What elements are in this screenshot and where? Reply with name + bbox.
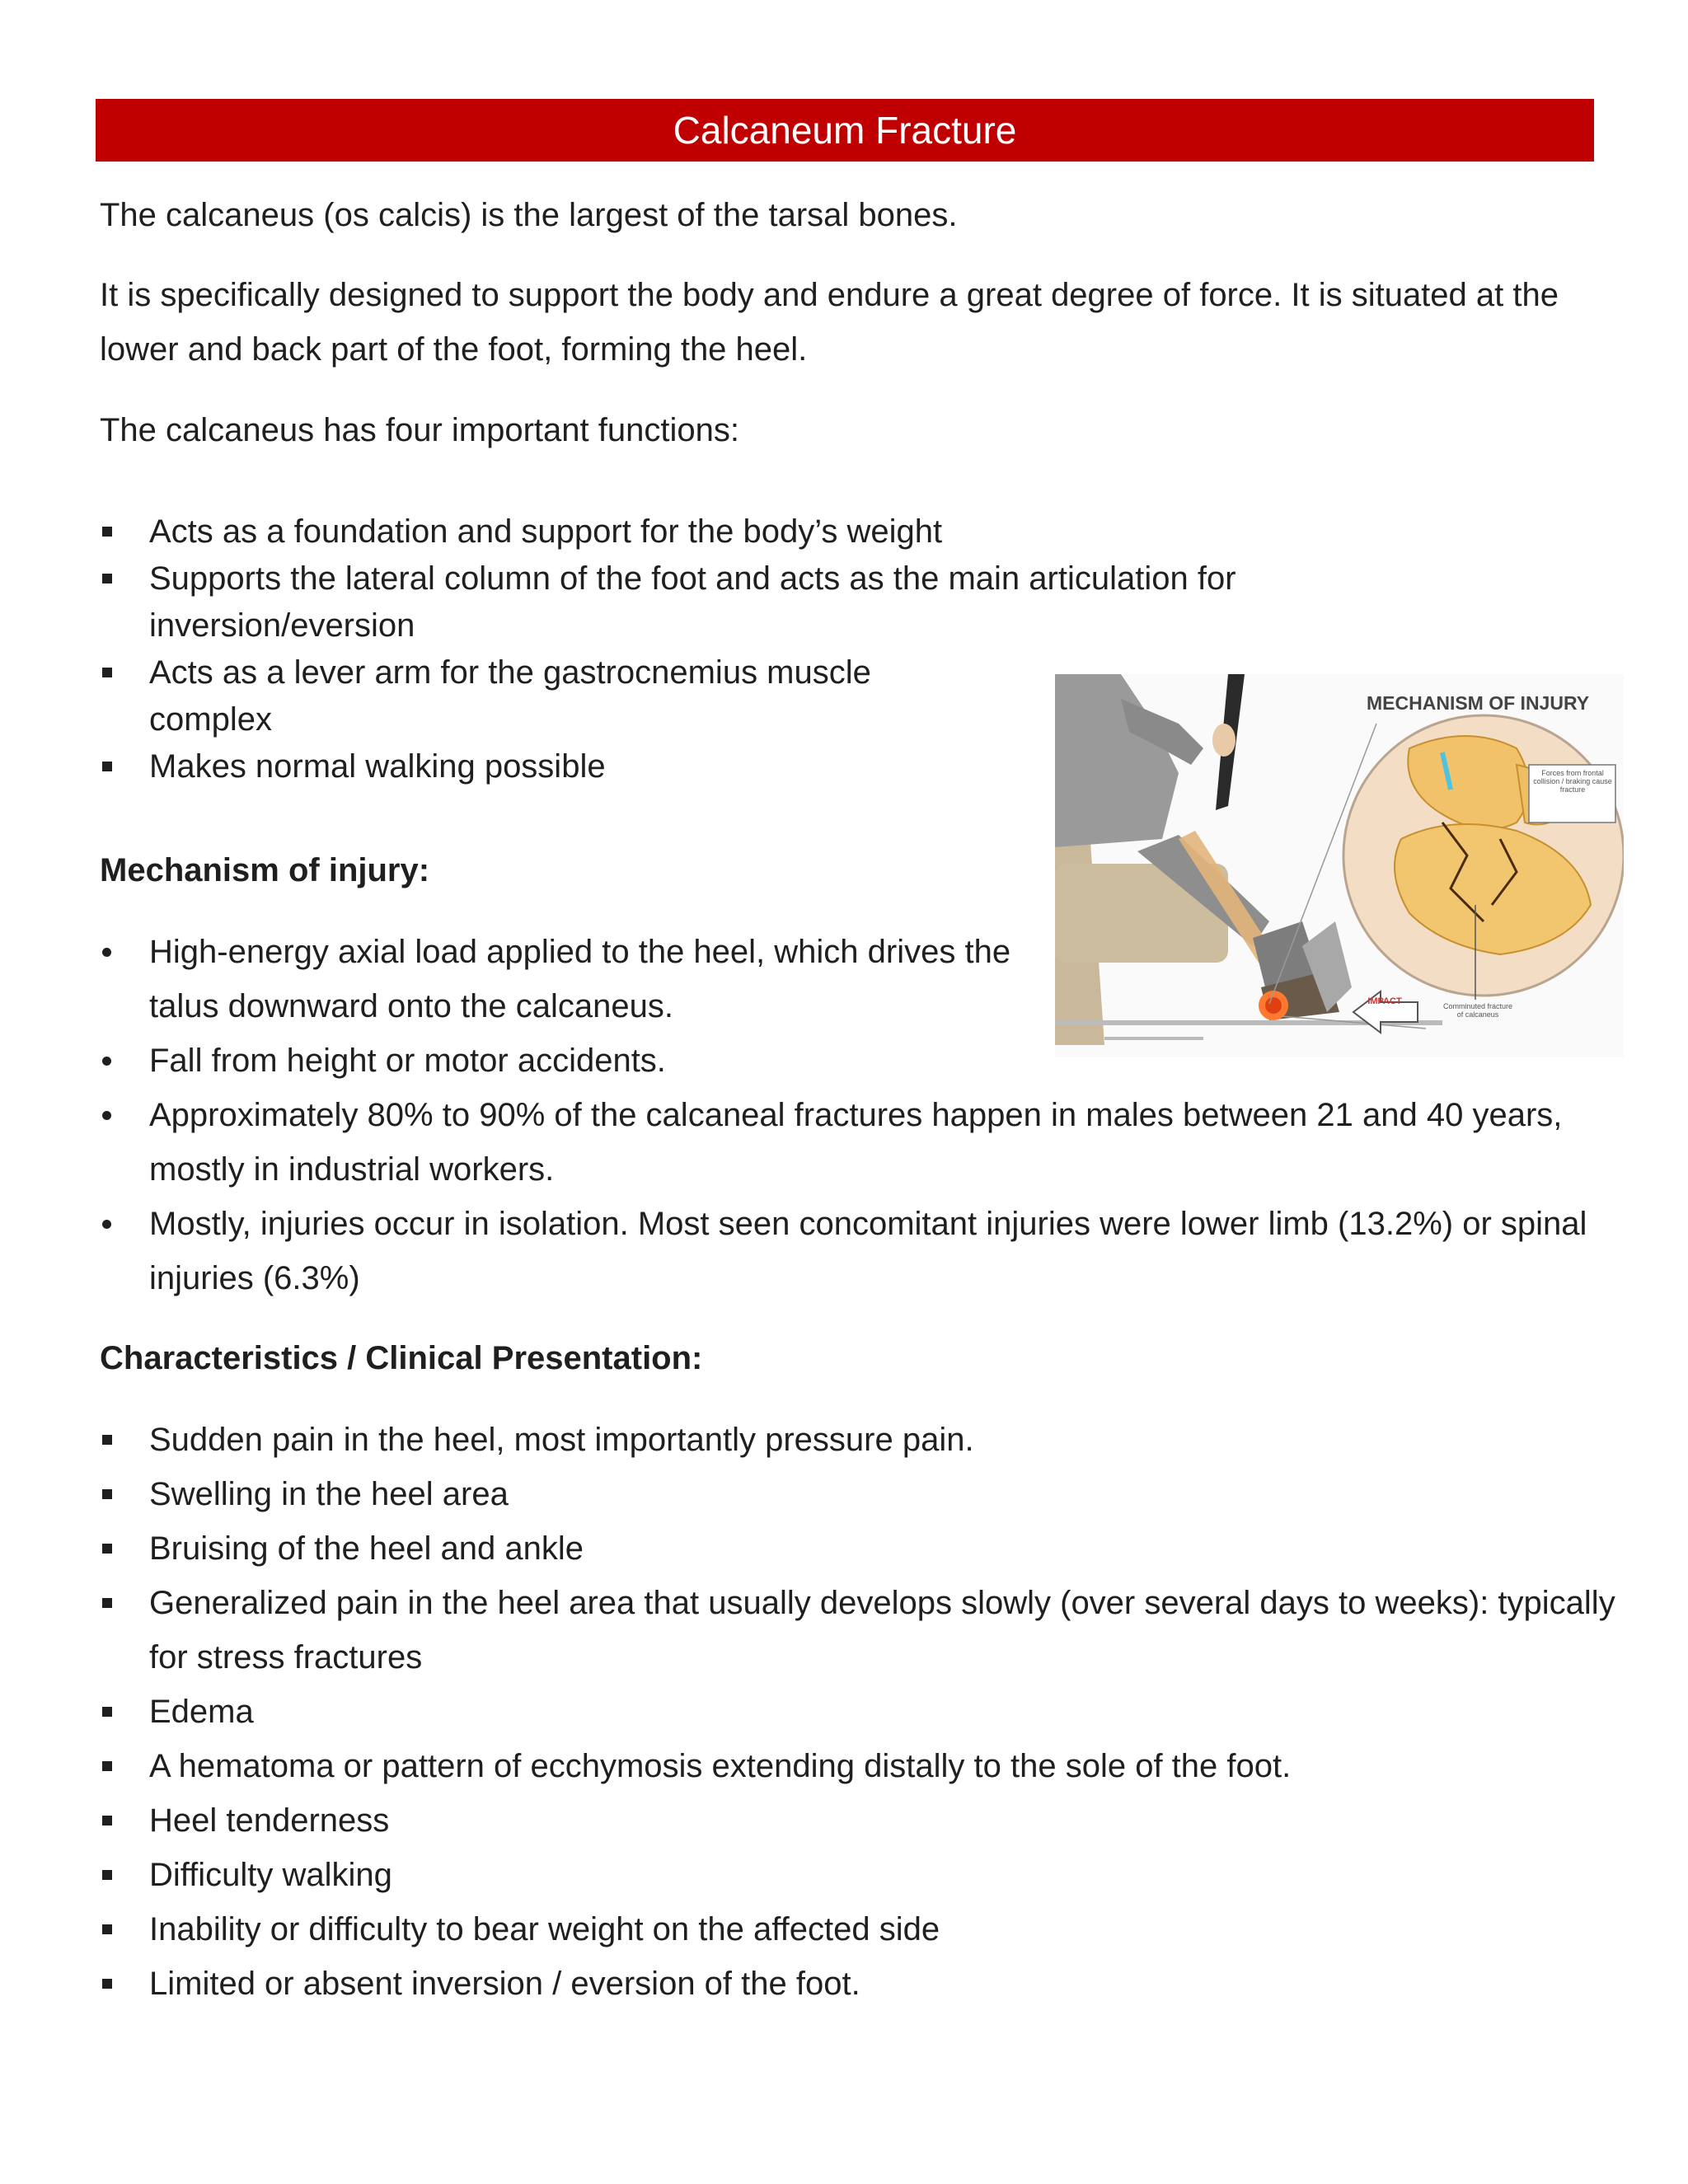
forces-label: Forces from frontal collision / braking cause fracture: [1533, 769, 1612, 794]
list-item: Fall from height or motor accidents.: [0, 1033, 1633, 1088]
mechanism-heading: Mechanism of injury:: [100, 852, 430, 888]
list-item: Difficulty walking: [0, 1848, 1625, 1902]
list-item: Makes normal walking possible: [0, 743, 940, 790]
comminuted-fracture-label: Comminuted fracture of calcaneus: [1442, 1002, 1513, 1019]
list-item: Limited or absent inversion / eversion of the foot.: [0, 1957, 1625, 2011]
list-item: Generalized pain in the heel area that usually develops slowly (over several days to weeks): typically for stress fractures: [0, 1576, 1625, 1685]
intro-paragraph-2: It is specifically designed to support the body and endure a great degree of force. It is situated at the lower and back part of the foot, forming the heel.: [100, 277, 1559, 368]
list-item: Bruising of the heel and ankle: [0, 1521, 1625, 1576]
intro-paragraph-3: The calcaneus has four important functions:: [100, 412, 739, 448]
list-item: Swelling in the heel area: [0, 1467, 1625, 1521]
figure-title: MECHANISM OF INJURY: [1367, 692, 1590, 714]
clinical-heading: Characteristics / Clinical Presentation:: [100, 1340, 703, 1376]
list-item: Mostly, injuries occur in isolation. Most seen concomitant injuries were lower limb (13.2%) or spinal injuries (6.3%): [0, 1197, 1616, 1305]
list-item: High-energy axial load applied to the heel, which drives the talus downward onto the calcaneus.: [0, 925, 1031, 1033]
list-item: Acts as a lever arm for the gastrocnemius muscle complex: [0, 649, 940, 743]
list-item: Sudden pain in the heel, most importantly pressure pain.: [0, 1413, 1625, 1467]
page-title: Calcaneum Fracture: [673, 109, 1017, 152]
list-item: A hematoma or pattern of ecchymosis extending distally to the sole of the foot.: [0, 1739, 1625, 1793]
list-item: Inability or difficulty to bear weight on the affected side: [0, 1902, 1625, 1957]
list-item: Supports the lateral column of the foot and acts as the main articulation for inversion/eversion: [0, 555, 1410, 649]
mechanism-of-injury-figure: [1055, 674, 1624, 1057]
list-item: Edema: [0, 1685, 1625, 1739]
list-item: Heel tenderness: [0, 1793, 1625, 1848]
title-banner: [96, 99, 1594, 162]
injury-illustration: [1055, 674, 1624, 1057]
clinical-list: [0, 1413, 1625, 2011]
impact-label: IMPACT: [1367, 996, 1402, 1006]
intro-paragraph-1: The calcaneus (os calcis) is the largest of the tarsal bones.: [100, 197, 958, 233]
list-item: Acts as a foundation and support for the body’s weight: [0, 509, 1410, 555]
list-item: Approximately 80% to 90% of the calcaneal fractures happen in males between 21 and 40 years, mostly in industrial workers.: [0, 1088, 1575, 1197]
